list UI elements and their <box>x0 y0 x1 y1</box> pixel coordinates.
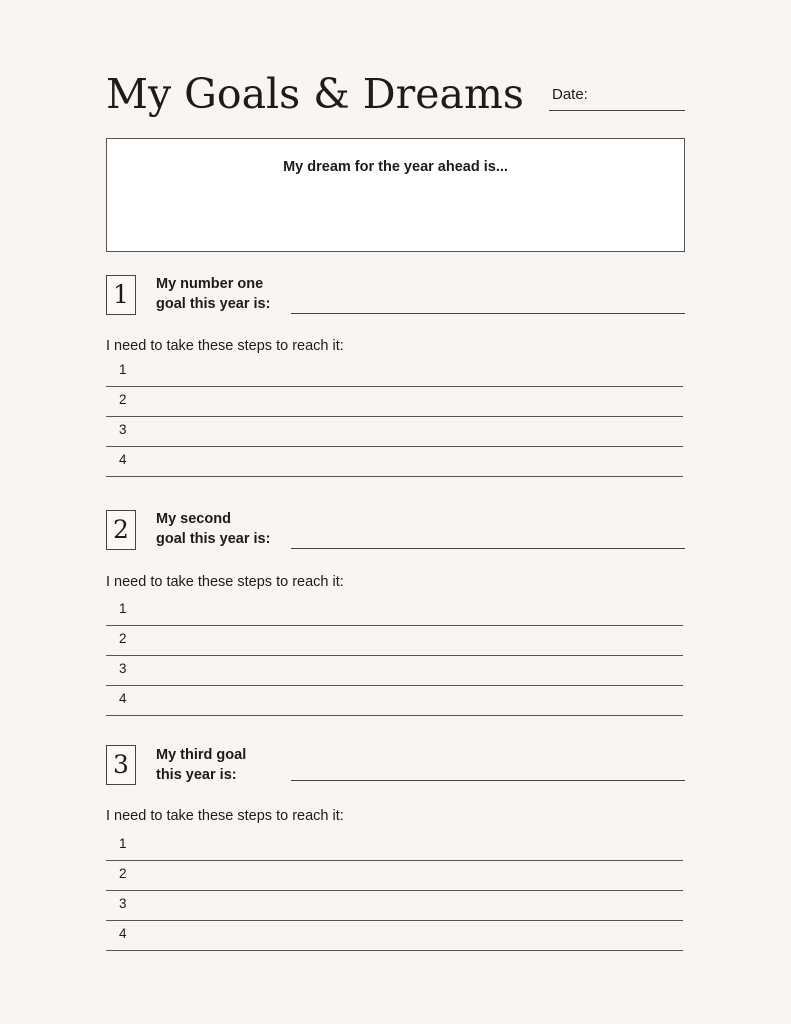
date-label: Date: <box>552 86 588 103</box>
step-input-line[interactable] <box>106 447 683 477</box>
step-number: 4 <box>119 452 127 467</box>
step-number: 2 <box>119 866 127 881</box>
step-number: 2 <box>119 631 127 646</box>
dream-input-box[interactable] <box>106 138 685 252</box>
goal-prompt-line-1: My number one <box>156 276 264 292</box>
dream-prompt: My dream for the year ahead is... <box>283 159 508 175</box>
step-input-line[interactable] <box>106 596 683 626</box>
step-input-line[interactable] <box>106 357 683 387</box>
step-input-line[interactable] <box>106 861 683 891</box>
goal-number-box: 3 <box>106 745 136 785</box>
step-number: 2 <box>119 392 127 407</box>
goal-section-3 <box>0 745 791 955</box>
goal-section-1 <box>0 275 791 485</box>
goal-number-box: 1 <box>106 275 136 315</box>
step-number: 1 <box>119 836 127 851</box>
step-input-line[interactable] <box>106 831 683 861</box>
step-input-line[interactable] <box>106 686 683 716</box>
goal-prompt-line-1: My third goal <box>156 747 247 763</box>
steps-label: I need to take these steps to reach it: <box>106 574 344 590</box>
goal-input-line[interactable] <box>291 548 685 549</box>
step-number: 4 <box>119 691 127 706</box>
goal-prompt-line-1: My second <box>156 511 231 527</box>
goal-section-2 <box>0 510 791 720</box>
goal-prompt <box>156 745 296 785</box>
step-input-line[interactable] <box>106 921 683 951</box>
goal-prompt <box>156 509 296 549</box>
step-number: 1 <box>119 601 127 616</box>
steps-label: I need to take these steps to reach it: <box>106 808 344 824</box>
step-input-line[interactable] <box>106 626 683 656</box>
step-input-line[interactable] <box>106 417 683 447</box>
steps-list <box>106 357 683 477</box>
goal-prompt <box>156 274 296 314</box>
step-input-line[interactable] <box>106 387 683 417</box>
steps-label: I need to take these steps to reach it: <box>106 338 344 354</box>
step-number: 1 <box>119 362 127 377</box>
step-number: 3 <box>119 422 127 437</box>
step-number: 3 <box>119 896 127 911</box>
steps-list <box>106 831 683 951</box>
step-input-line[interactable] <box>106 656 683 686</box>
steps-list <box>106 596 683 716</box>
step-number: 3 <box>119 661 127 676</box>
goal-input-line[interactable] <box>291 780 685 781</box>
goal-prompt-line-2: this year is: <box>156 767 237 783</box>
goal-prompt-line-2: goal this year is: <box>156 531 271 547</box>
page-title: My Goals & Dreams <box>106 70 524 118</box>
goal-number-box: 2 <box>106 510 136 550</box>
step-number: 4 <box>119 926 127 941</box>
goal-prompt-line-2: goal this year is: <box>156 296 271 312</box>
step-input-line[interactable] <box>106 891 683 921</box>
goal-input-line[interactable] <box>291 313 685 314</box>
date-input-line[interactable] <box>549 110 685 111</box>
